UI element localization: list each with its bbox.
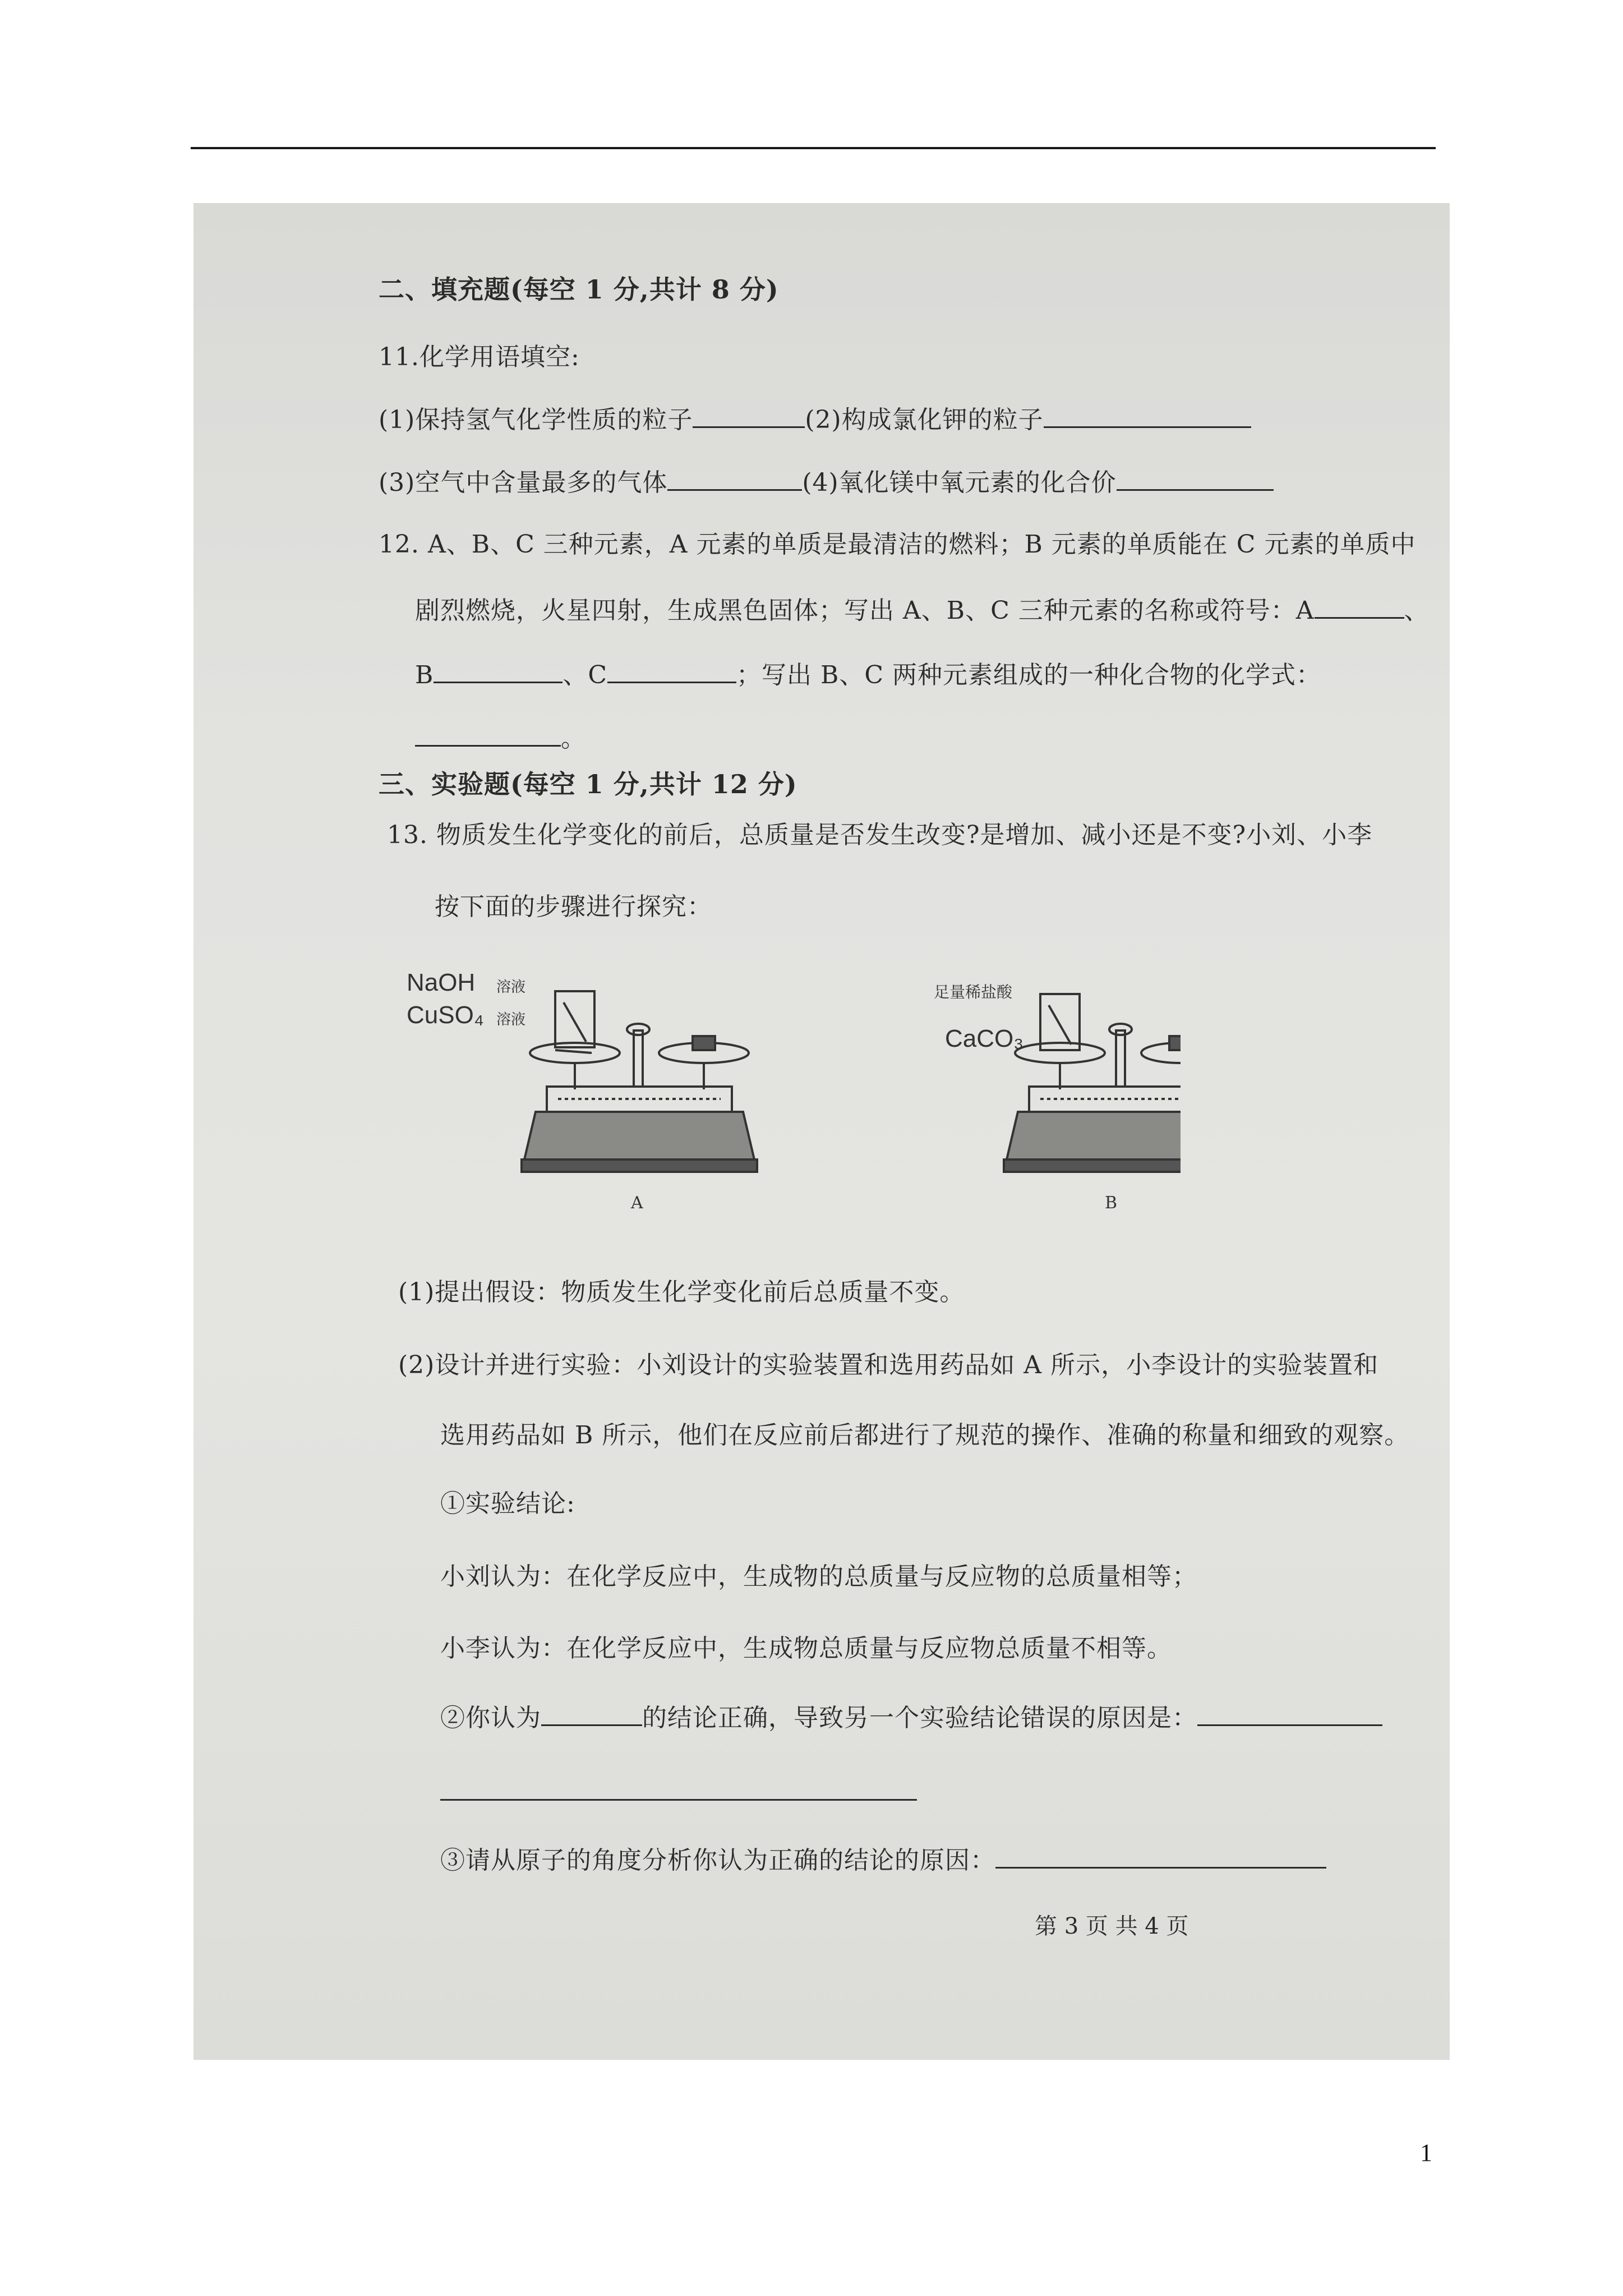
question-3: ③请从原子的角度分析你认为正确的结论的原因： <box>440 1840 1326 1876</box>
q12-line3: B 、C ；写出 B、C 两种元素组成的一种化合物的化学式： <box>415 661 1321 689</box>
answer-blank[interactable] <box>415 726 561 747</box>
q11-part4: (4)氧化镁中氧元素的化合价 <box>802 468 1117 497</box>
q11-row2 <box>379 462 1274 498</box>
step1: (1)提出假设：物质发生化学变化前后总质量不变。 <box>398 1278 965 1306</box>
answer-blank[interactable] <box>1197 1705 1382 1726</box>
figure-a <box>407 969 799 1227</box>
answer-blank[interactable] <box>693 407 805 428</box>
question-2: ②你认为 的结论正确，导致另一个实验结论错误的原因是： <box>440 1697 1382 1733</box>
answer-blank[interactable] <box>667 470 802 491</box>
step2-line2: 选用药品如 B 所示，他们在反应前后都进行了规范的操作、准确的称量和细致的观察。 <box>440 1421 1410 1450</box>
q11-part1: (1)保持氢气化学性质的粒子 <box>379 406 693 434</box>
section2-title: 二、填充题(每空 1 分,共计 8 分) <box>379 274 779 305</box>
q11-row1 <box>379 399 1251 435</box>
scanned-exam-page <box>193 203 1450 2060</box>
conclusion-title: ①实验结论: <box>440 1489 575 1518</box>
q13-line1: 13. 物质发生化学变化的前后，总质量是否发生改变?是增加、减小还是不变?小刘、小李 <box>387 821 1373 849</box>
figure-a-caption: A <box>631 1193 643 1213</box>
step2-line1: (2)设计并进行实验：小刘设计的实验装置和选用药品如 A 所示，小李设计的实验装置和 <box>398 1351 1379 1379</box>
figure-b-caption: B <box>1105 1193 1118 1213</box>
answer-blank[interactable] <box>995 1848 1326 1869</box>
answer-blank[interactable] <box>1044 407 1251 428</box>
q11-part3: (3)空气中含量最多的气体 <box>379 468 668 497</box>
balance-b-drawing <box>754 969 1181 1227</box>
liu-statement: 小刘认为：在化学反应中，生成物的总质量与反应物的总质量相等； <box>440 1562 1197 1591</box>
footer-page-number: 1 <box>1420 2139 1432 2166</box>
figure-b-hcl-label: 足量稀盐酸 <box>934 983 1013 1001</box>
figure-a-cuso4-note: 溶液 <box>496 1011 526 1028</box>
q12-line1: 12. A、B、C 三种元素，A 元素的单质是最清洁的燃料；B 元素的单质能在 C 元素的单质中 <box>379 530 1416 559</box>
answer-line[interactable] <box>440 1799 917 1801</box>
header-rule <box>191 147 1436 149</box>
answer-blank[interactable] <box>541 1705 642 1726</box>
figure-a-naoh-label: NaOH <box>407 969 476 996</box>
figure-b-caco3-label: CaCO₃ <box>945 1025 1024 1052</box>
q12-line2: 剧烈燃烧，火星四射，生成黑色固体；写出 A、B、C 三种元素的名称或符号：A 、 <box>415 596 1430 625</box>
figure-a-cuso4-label: CuSO₄ <box>407 1001 484 1029</box>
q11-stem: 11.化学用语填空: <box>379 343 580 371</box>
inner-page-number: 第 3 页 共 4 页 <box>1035 1913 1189 1939</box>
answer-blank[interactable] <box>607 662 736 683</box>
li-statement: 小李认为：在化学反应中，生成物总质量与反应物总质量不相等。 <box>440 1634 1172 1663</box>
answer-blank[interactable] <box>434 662 562 683</box>
q11-part2: (2)构成氯化钾的粒子 <box>805 406 1044 434</box>
q12-line4: 。 <box>415 718 586 754</box>
answer-blank[interactable] <box>1315 598 1404 619</box>
answer-blank[interactable] <box>1117 470 1274 491</box>
figure-a-naoh-note: 溶液 <box>496 979 526 996</box>
balance-a-drawing <box>407 969 799 1227</box>
q13-line2: 按下面的步骤进行探究： <box>435 892 712 921</box>
figure-b <box>754 969 1181 1227</box>
section3-title: 三、实验题(每空 1 分,共计 12 分) <box>379 769 797 799</box>
